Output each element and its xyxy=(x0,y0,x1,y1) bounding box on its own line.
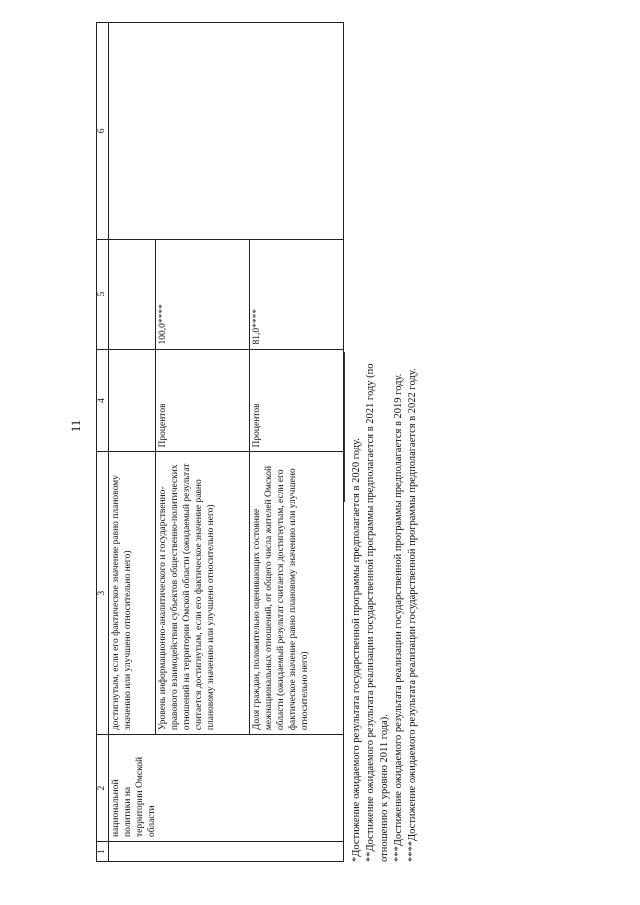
unit-cell: Процентов xyxy=(156,349,250,452)
cell-col1 xyxy=(109,842,344,862)
header-cell-4: 4 xyxy=(97,349,109,452)
header-cell-1: 1 xyxy=(97,842,109,862)
footnote-2-line-2: отношению к уровню 2011 года). xyxy=(379,714,390,862)
header-cell-5: 5 xyxy=(97,239,109,349)
indicator-description-cell: Доля граждан, положительно оценивающих состояние межнациональных отношений, от общего числа жителей Омской области (ожидаемый результат считается достигнутым, если его фактическое значение равно плановому значению или улучшено относительно него) xyxy=(250,452,344,735)
footnote-4: ****Достижение ожидаемого результата реализации государственной программы предполагается в 2022 году. xyxy=(407,368,418,862)
value-cell xyxy=(109,239,156,349)
footnotes xyxy=(350,22,420,862)
table-header-row xyxy=(97,23,109,862)
rotated-page-content xyxy=(96,22,444,862)
footnote-2-line-1: **Достижение ожидаемого результата реализации государственной программы предполагается в 2021 году (по xyxy=(365,363,376,862)
page-number: 11 xyxy=(68,419,83,433)
unit-cell xyxy=(109,349,156,452)
footnote-1: *Достижение ожидаемого результата государственной программы предполагается в 2020 году. xyxy=(351,438,362,862)
indicators-table xyxy=(96,22,344,862)
indicator-description-cell: достигнутым, если его фактическое значение равно плановому значению или улучшено относительно него) xyxy=(109,452,156,735)
header-cell-2: 2 xyxy=(97,735,109,842)
program-name-cell: национальной политики на территории Омской области xyxy=(109,735,344,842)
separator-line xyxy=(344,352,345,502)
footnote-3: ***Достижение ожидаемого результата реализации государственной программы предполагается в 2019 году. xyxy=(393,373,404,862)
value-cell: 81,0**** xyxy=(250,239,344,349)
indicator-description-cell: Уровень информационно-аналитического и государственно-правового взаимодействия субъектов общественно-политических отношений на территории Омской области (ожидаемый результат считается достигнутым, если его фактическое значение равно плановому значению или улучшено относительно него) xyxy=(156,452,250,735)
cell-col6 xyxy=(109,23,344,240)
unit-cell: Процентов xyxy=(250,349,344,452)
header-cell-3: 3 xyxy=(97,452,109,735)
table-row xyxy=(109,23,156,862)
value-cell: 100,0**** xyxy=(156,239,250,349)
header-cell-6: 6 xyxy=(97,23,109,240)
